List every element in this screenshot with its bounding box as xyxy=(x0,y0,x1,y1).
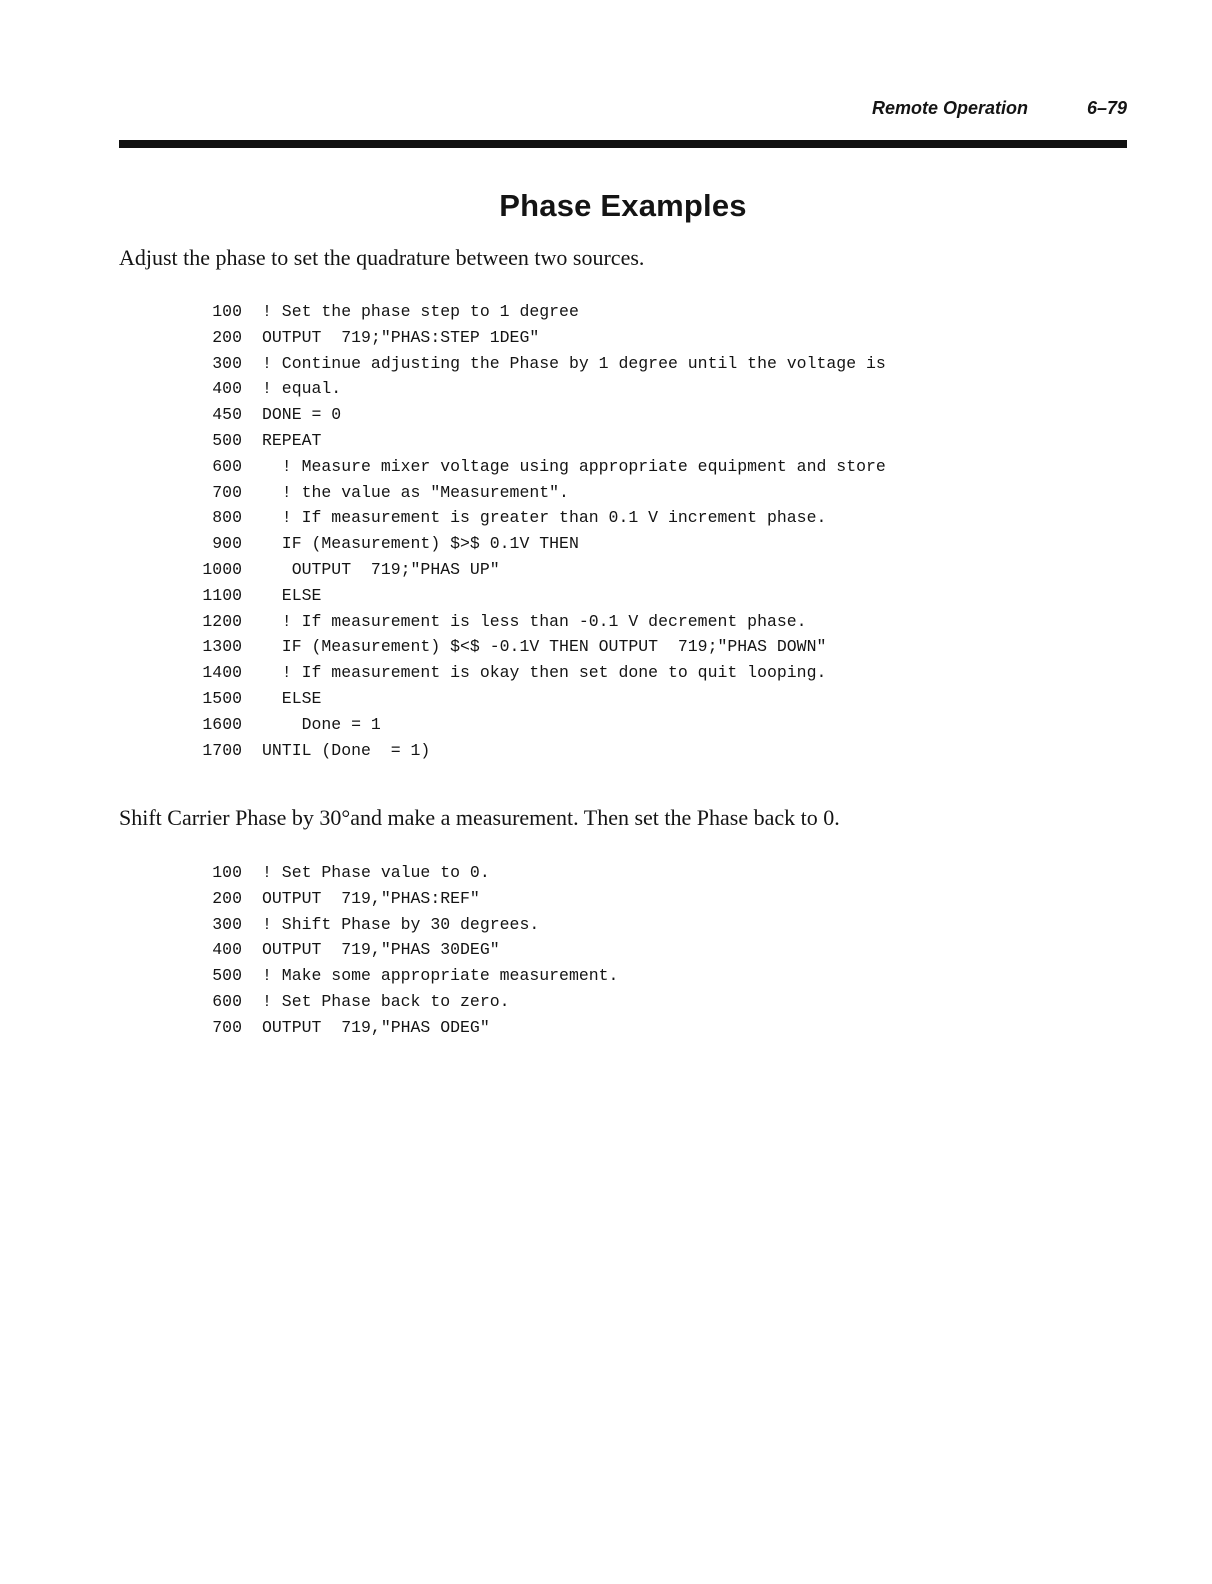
code-text: DONE = 0 xyxy=(262,405,342,425)
header-rule xyxy=(119,140,1127,148)
code-text: ! If measurement is okay then set done to quit looping. xyxy=(262,663,827,683)
code-line xyxy=(200,634,886,660)
code-text: ! equal. xyxy=(262,379,342,399)
line-number: 100 xyxy=(212,302,242,321)
code-text: ELSE xyxy=(262,585,322,605)
code-text: ! Set Phase value to 0. xyxy=(262,863,490,882)
code-line xyxy=(200,860,618,886)
line-number: 1000 xyxy=(202,559,242,579)
code-line xyxy=(200,583,886,609)
code-text: ! Set Phase back to zero. xyxy=(262,991,510,1011)
code-text: ELSE xyxy=(262,688,322,708)
line-number: 700 xyxy=(212,482,242,502)
line-number: 450 xyxy=(212,405,242,425)
code-line xyxy=(200,505,886,531)
running-header xyxy=(0,98,1212,124)
code-line xyxy=(200,963,618,989)
page-number: 6–79 xyxy=(1086,98,1127,118)
code-line xyxy=(200,989,618,1015)
example1-code-listing xyxy=(200,299,886,763)
code-text: ! Shift Phase by 30 degrees. xyxy=(262,914,540,934)
line-number: 100 xyxy=(212,863,242,882)
line-number: 1300 xyxy=(202,637,242,657)
line-number: 1100 xyxy=(202,585,242,605)
code-text: OUTPUT 719,"PHAS ODEG" xyxy=(262,1017,490,1037)
line-number: 500 xyxy=(212,966,242,986)
code-text: ! If measurement is greater than 0.1 V increment phase. xyxy=(262,508,827,528)
code-line xyxy=(200,402,886,428)
code-text: ! the value as "Measurement". xyxy=(262,482,569,502)
code-text: ! Set the phase step to 1 degree xyxy=(262,302,579,321)
code-line xyxy=(200,738,886,764)
example2-intro: Shift Carrier Phase by 30°and make a measurement. Then set the Phase back to 0. xyxy=(119,805,840,830)
line-number: 400 xyxy=(212,379,242,399)
section-title: Remote Operation xyxy=(871,98,1028,118)
line-number: 800 xyxy=(212,508,242,528)
code-line xyxy=(200,937,618,963)
line-number: 1200 xyxy=(202,611,242,631)
code-line xyxy=(200,299,886,325)
code-line xyxy=(200,351,886,377)
line-number: 900 xyxy=(212,534,242,554)
code-text: Done = 1 xyxy=(262,714,381,734)
code-line xyxy=(200,531,886,557)
code-text: IF (Measurement) $<$ -0.1V THEN OUTPUT 719;"PHAS DOWN" xyxy=(262,637,827,657)
line-number: 600 xyxy=(212,991,242,1011)
code-line xyxy=(200,712,886,738)
code-text: ! If measurement is less than -0.1 V decrement phase. xyxy=(262,611,807,631)
example2-code-listing xyxy=(200,860,618,1041)
code-line xyxy=(200,557,886,583)
line-number: 200 xyxy=(212,327,242,347)
code-text: REPEAT xyxy=(262,430,322,450)
line-number: 600 xyxy=(212,456,242,476)
line-number: 300 xyxy=(212,914,242,934)
code-line xyxy=(200,454,886,480)
line-number: 500 xyxy=(212,430,242,450)
code-line xyxy=(200,1015,618,1041)
code-line xyxy=(200,686,886,712)
line-number: 1400 xyxy=(202,663,242,683)
code-text: ! Make some appropriate measurement. xyxy=(262,966,619,986)
code-text: OUTPUT 719,"PHAS:REF" xyxy=(262,888,480,908)
line-number: 700 xyxy=(212,1017,242,1037)
code-line xyxy=(200,480,886,506)
code-text: ! Continue adjusting the Phase by 1 degree until the voltage is xyxy=(262,353,886,373)
page-title: Phase Examples xyxy=(499,188,747,223)
code-text: OUTPUT 719;"PHAS UP" xyxy=(262,559,500,579)
code-line xyxy=(200,376,886,402)
code-line xyxy=(200,660,886,686)
example1-intro: Adjust the phase to set the quadrature between two sources. xyxy=(119,245,645,270)
code-text: OUTPUT 719;"PHAS:STEP 1DEG" xyxy=(262,327,540,347)
line-number: 300 xyxy=(212,353,242,373)
code-line xyxy=(200,325,886,351)
code-line xyxy=(200,428,886,454)
line-number: 400 xyxy=(212,940,242,960)
code-text: IF (Measurement) $>$ 0.1V THEN xyxy=(262,534,579,554)
code-text: OUTPUT 719,"PHAS 30DEG" xyxy=(262,940,500,960)
line-number: 1600 xyxy=(202,714,242,734)
code-text: ! Measure mixer voltage using appropriate equipment and store xyxy=(262,456,886,476)
code-line xyxy=(200,609,886,635)
line-number: 1700 xyxy=(202,740,242,760)
line-number: 200 xyxy=(212,888,242,908)
code-text: UNTIL (Done = 1) xyxy=(262,740,431,760)
code-line xyxy=(200,886,618,912)
line-number: 1500 xyxy=(202,688,242,708)
code-line xyxy=(200,912,618,938)
